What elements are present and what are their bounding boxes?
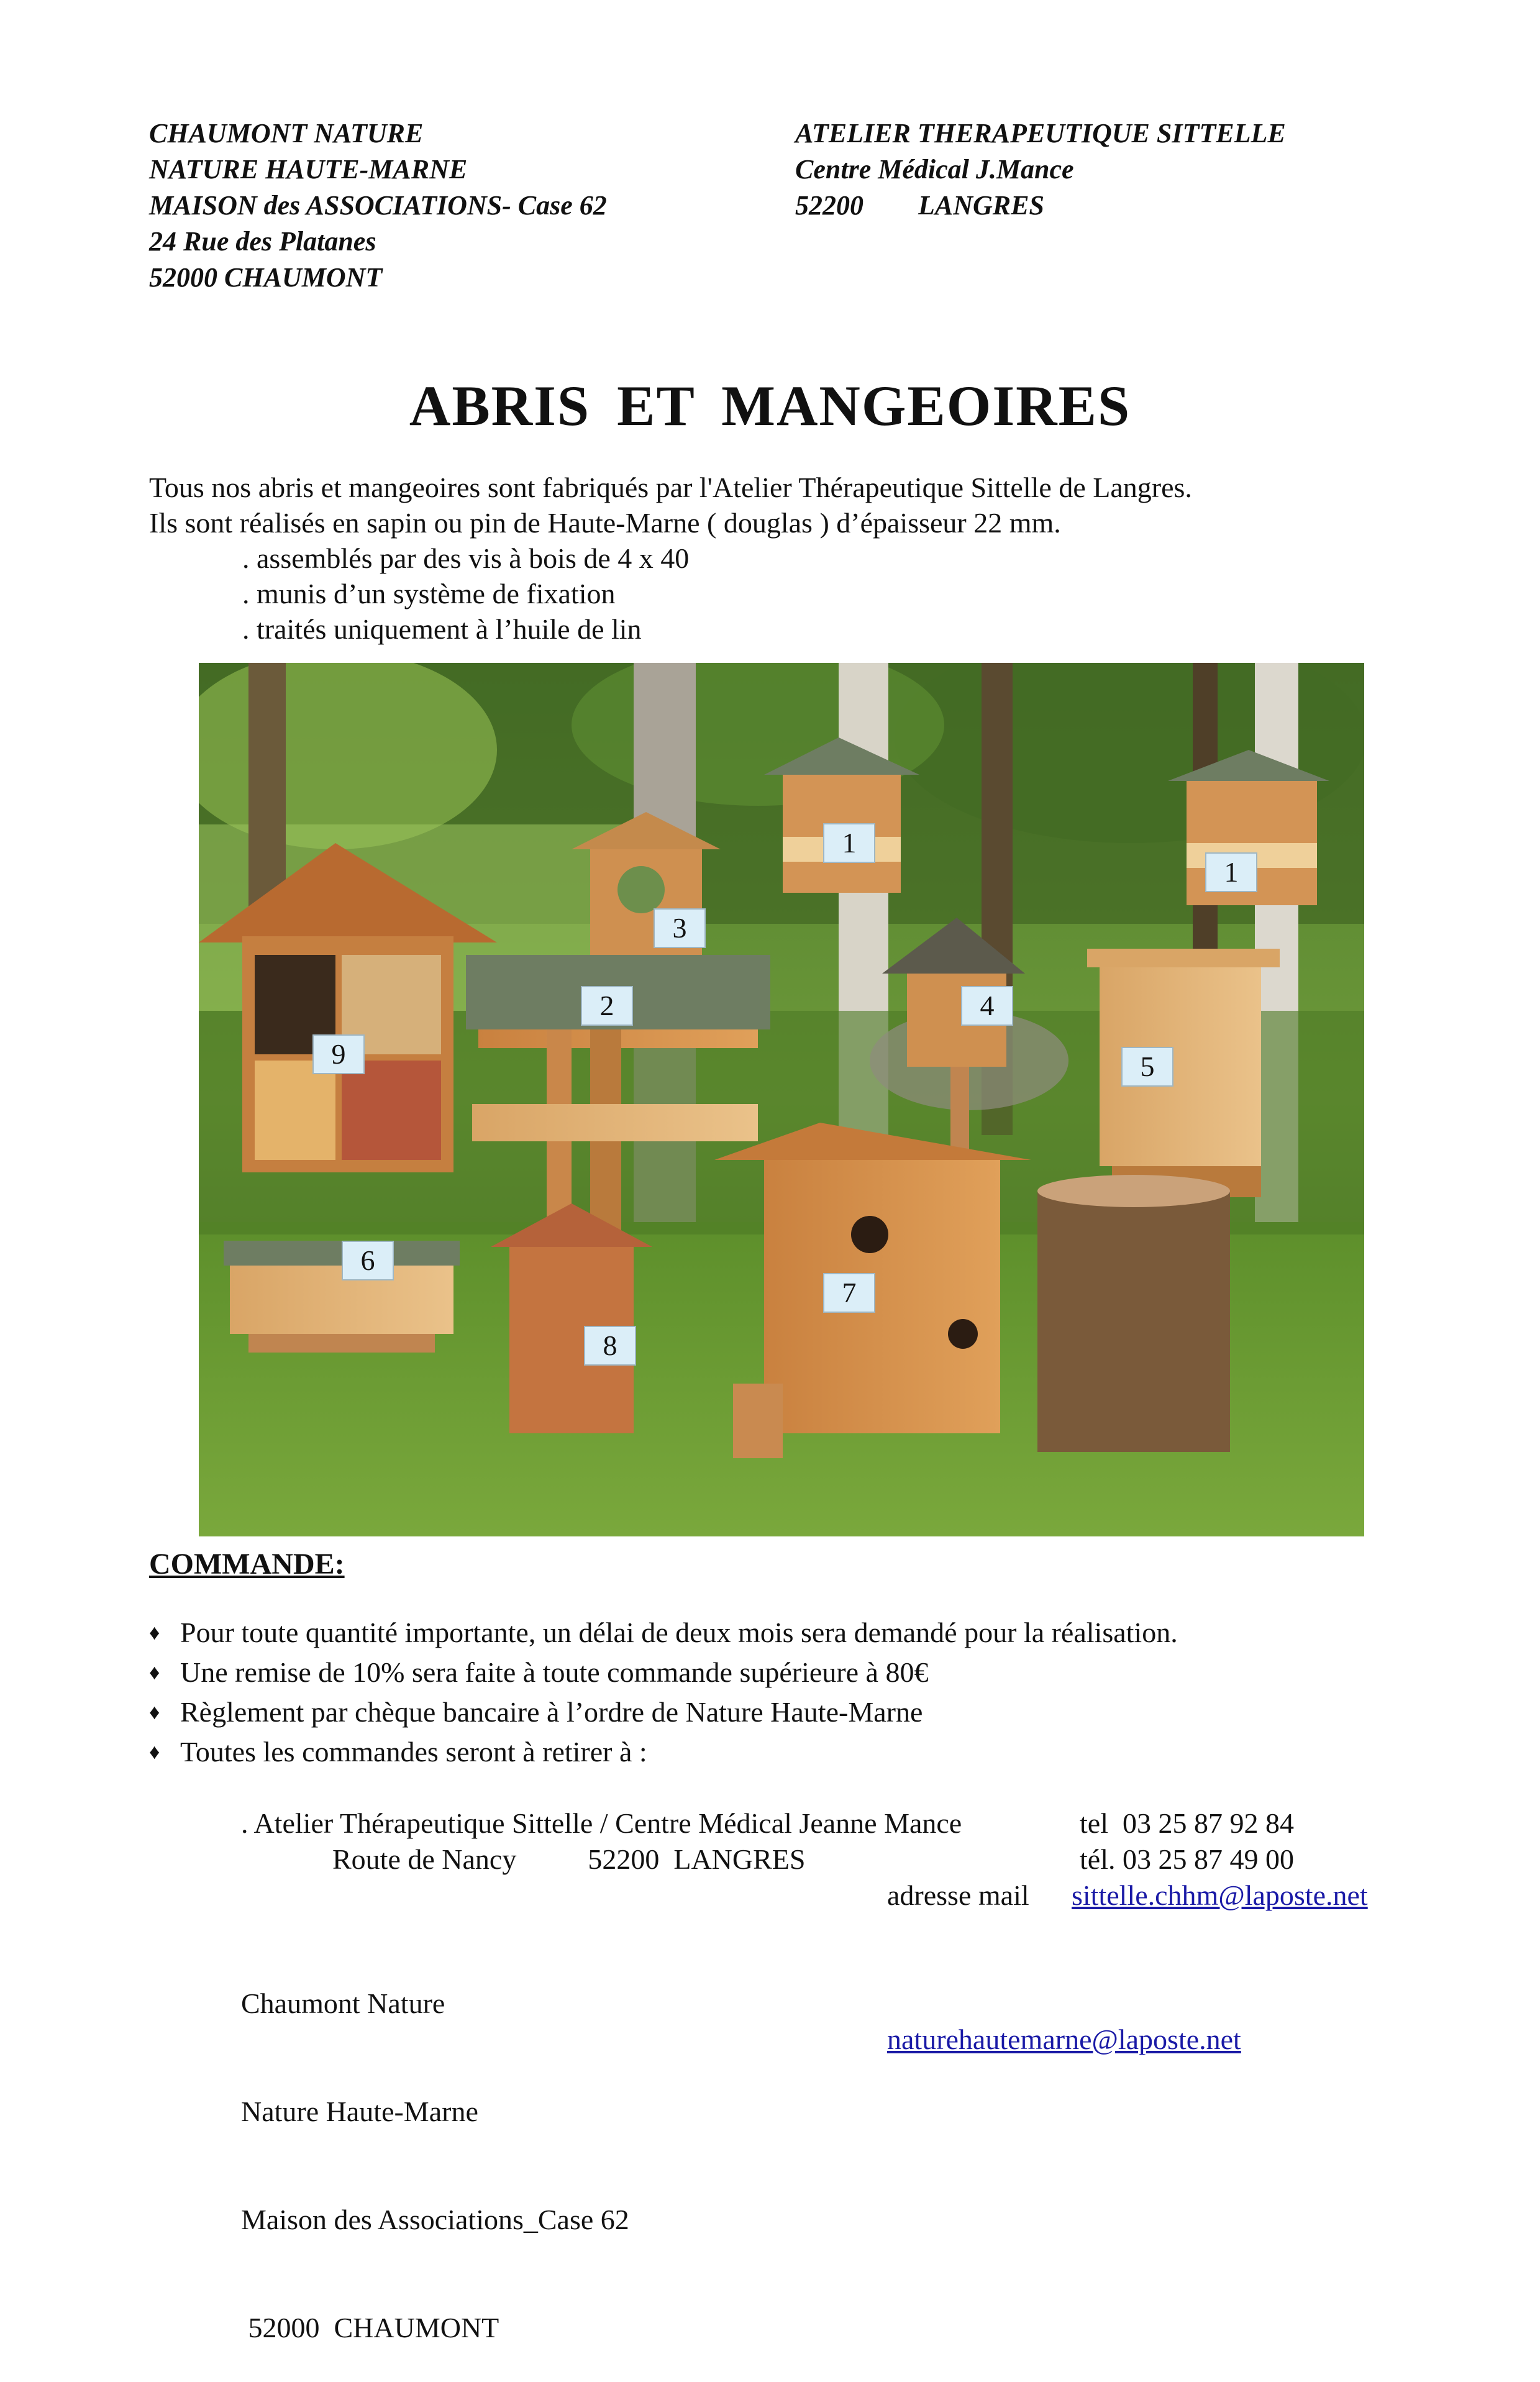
list-item-text: Toutes les commandes seront à retirer à : — [180, 1736, 647, 1768]
intro-line: Ils sont réalisés en sapin ou pin de Haute-Marne ( douglas ) d’épaisseur 22 mm. — [149, 507, 1061, 539]
email-link-naturehautemarne[interactable]: naturehautemarne@laposte.net — [887, 2024, 1241, 2055]
list-item-text: Règlement par chèque bancaire à l’ordre de Nature Haute-Marne — [180, 1696, 923, 1728]
diamond-bullet-icon: ♦ — [149, 1741, 160, 1764]
photo-label: 8 — [584, 1326, 636, 1366]
photo-label: 7 — [823, 1273, 875, 1313]
address-line: Chaumont Nature — [241, 1987, 445, 2019]
intro-text — [149, 470, 1192, 647]
photo-label: 1 — [823, 823, 875, 863]
intro-line: Tous nos abris et mangeoires sont fabriqués par l'Atelier Thérapeutique Sittelle de Langres. — [149, 472, 1192, 503]
photo-label: 4 — [961, 986, 1013, 1026]
commande-list — [149, 1613, 1178, 1772]
list-item-text: Pour toute quantité importante, un délai de deux mois sera demandé pour la réalisation. — [180, 1617, 1178, 1648]
mail-label: adresse mail — [887, 1879, 1029, 1911]
phone-2: tél. 03 25 87 49 00 — [1080, 1843, 1294, 1875]
address-line: 52000 CHAUMONT — [241, 2312, 499, 2343]
photo-label: 2 — [581, 986, 633, 1026]
photo-label: 6 — [342, 1241, 394, 1280]
header-left-line: MAISON des ASSOCIATIONS- Case 62 — [149, 190, 607, 221]
header-right — [795, 116, 1286, 224]
header-right-line: 52200 LANGRES — [795, 190, 1044, 221]
intro-point: . assemblés par des vis à bois de 4 x 40 — [242, 542, 690, 574]
list-item — [149, 1692, 1178, 1732]
intro-point: . traités uniquement à l’huile de lin — [242, 613, 642, 645]
list-item — [149, 1653, 1178, 1692]
header-right-line: ATELIER THERAPEUTIQUE SITTELLE — [795, 118, 1286, 148]
header-left-line: CHAUMONT NATURE — [149, 118, 424, 148]
list-item — [149, 1613, 1178, 1653]
photo-label: 3 — [654, 908, 706, 948]
address-line: Maison des Associations_Case 62 — [241, 2204, 629, 2235]
photo-label: 1 — [1205, 852, 1257, 892]
commande-heading: COMMANDE: — [149, 1548, 345, 1581]
list-item-text: Une remise de 10% sera faite à toute commande supérieure à 80€ — [180, 1656, 929, 1688]
email-link-sittelle[interactable]: sittelle.chhm@laposte.net — [1072, 1879, 1368, 1911]
header-left-line: 24 Rue des Platanes — [149, 226, 376, 257]
address-line: Nature Haute-Marne — [241, 2096, 478, 2127]
diamond-bullet-icon: ♦ — [149, 1701, 160, 1724]
photo-label: 9 — [312, 1034, 365, 1074]
page-title: ABRIS ET MANGEOIRES — [409, 374, 1131, 437]
phone-1: tel 03 25 87 92 84 — [1080, 1807, 1294, 1839]
header-right-line: Centre Médical J.Mance — [795, 154, 1074, 185]
route-line: Route de Nancy 52200 LANGRES — [332, 1843, 806, 1875]
photo-label: 5 — [1121, 1047, 1173, 1087]
birdhouse-photo-illustration — [199, 663, 1364, 1536]
intro-point: . munis d’un système de fixation — [242, 578, 616, 609]
chaumont-address — [241, 1914, 629, 2382]
header-left-line: NATURE HAUTE-MARNE — [149, 154, 468, 185]
atelier-line: . Atelier Thérapeutique Sittelle / Centre Médical Jeanne Mance — [241, 1807, 962, 1839]
list-item — [149, 1732, 1178, 1772]
header-left-line: 52000 CHAUMONT — [149, 262, 383, 293]
diamond-bullet-icon: ♦ — [149, 1622, 160, 1645]
product-photo — [199, 663, 1364, 1536]
header-left — [149, 116, 607, 296]
diamond-bullet-icon: ♦ — [149, 1661, 160, 1684]
